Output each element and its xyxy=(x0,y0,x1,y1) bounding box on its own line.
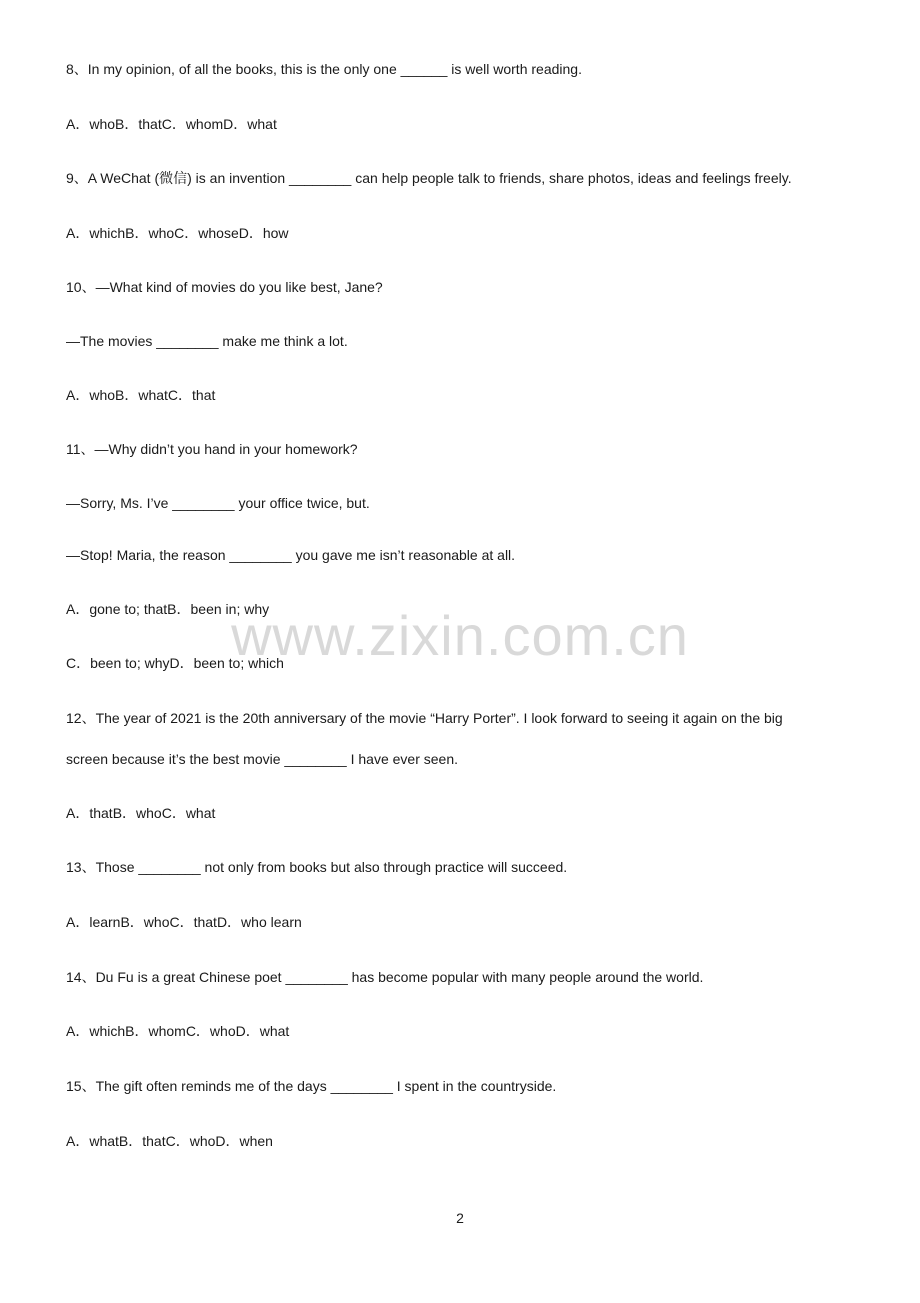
watermark: www.zixin.com.cn xyxy=(231,604,689,667)
question-9-stem: 9、A WeChat (微信) is an invention ________ can help people talk to friends, share photos, ideas and feelings freely. xyxy=(66,170,792,186)
question-10-options: A．whoB．whatC．that xyxy=(66,387,216,403)
question-11-stem-3: —Stop! Maria, the reason ________ you gave me isn’t reasonable at all. xyxy=(66,547,516,563)
page-number: 2 xyxy=(456,1210,464,1226)
question-12-stem: 12、The year of 2021 is the 20th anniversary of the movie “Harry Porter”. I look forward to seeing it again on the big xyxy=(66,710,783,726)
question-12-stem-2: screen because it’s the best movie ________ I have ever seen. xyxy=(66,751,458,767)
question-11-stem: 11、—Why didn’t you hand in your homework? xyxy=(66,441,358,457)
question-11-options: A．gone to; thatB．been in; why xyxy=(66,601,270,617)
question-12-options: A．thatB．whoC．what xyxy=(66,805,216,821)
question-14-options: A．whichB．whomC．whoD．what xyxy=(66,1023,290,1039)
question-9-options: A．whichB．whoC．whoseD．how xyxy=(66,225,289,241)
question-13-options: A．learnB．whoC．thatD．who learn xyxy=(66,914,302,930)
question-10-stem-2: —The movies ________ make me think a lot. xyxy=(66,333,348,349)
question-15-options: A．whatB．thatC．whoD．when xyxy=(66,1133,273,1149)
question-8-options: A．whoB．thatC．whomD．what xyxy=(66,116,277,132)
question-11-stem-2: —Sorry, Ms. I’ve ________ your office twice, but. xyxy=(66,495,370,511)
question-14-stem: 14、Du Fu is a great Chinese poet ________ has become popular with many people around the world. xyxy=(66,969,704,985)
question-11-options-2: C．been to; whyD．been to; which xyxy=(66,655,284,671)
question-10-stem: 10、—What kind of movies do you like best, Jane? xyxy=(66,279,383,295)
question-13-stem: 13、Those ________ not only from books but also through practice will succeed. xyxy=(66,859,568,875)
question-15-stem: 15、The gift often reminds me of the days ________ I spent in the countryside. xyxy=(66,1078,557,1094)
question-8-stem: 8、In my opinion, of all the books, this is the only one ______ is well worth reading. xyxy=(66,61,582,77)
